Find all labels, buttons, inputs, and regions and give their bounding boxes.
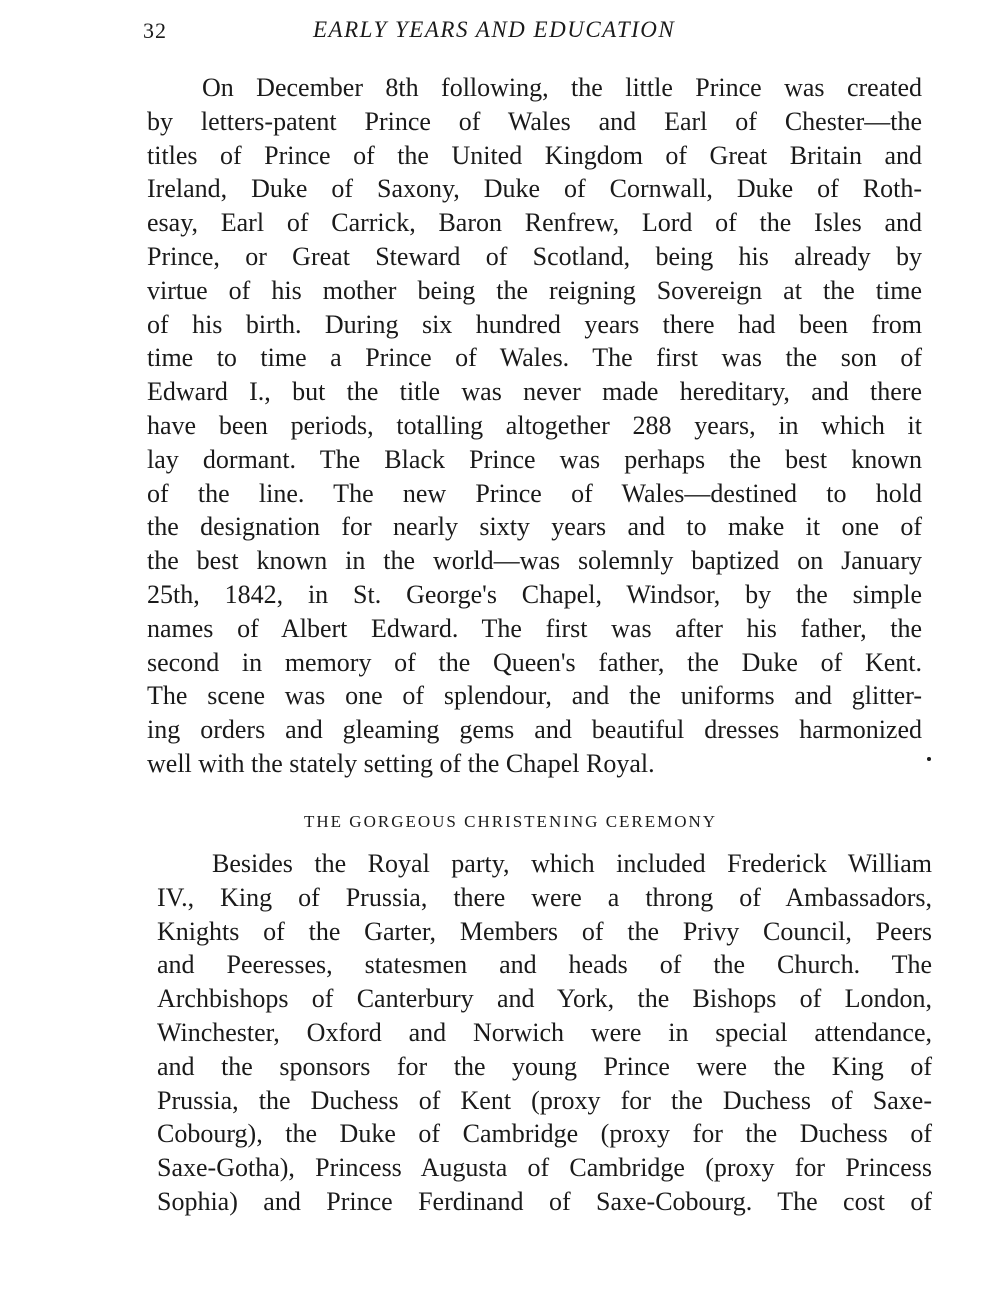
text-line: Prince, or Great Steward of Scotland, being his already by — [147, 241, 922, 271]
text-line: have been periods, totalling altogether 288 years, in which it — [147, 410, 922, 440]
text-line: On December 8th following, the little Prince was created — [202, 73, 922, 102]
text-line: the best known in the world—was solemnly baptized on January — [147, 546, 922, 576]
text-line: the designation for nearly sixty years and to make it one of — [147, 512, 922, 542]
ink-speck — [927, 757, 931, 761]
text-line: second in memory of the Queen's father, the Duke of Kent. — [147, 647, 922, 677]
text-line: titles of Prince of the United Kingdom of Great Britain and — [147, 140, 922, 170]
section-heading: THE GORGEOUS CHRISTENING CEREMONY — [304, 812, 718, 831]
running-title: EARLY YEARS AND EDUCATION — [313, 17, 676, 42]
text-line: names of Albert Edward. The first was after his father, the — [147, 613, 922, 643]
text-line: Winchester, Oxford and Norwich were in special attendance, — [157, 1017, 932, 1047]
text-line: Ireland, Duke of Saxony, Duke of Cornwall, Duke of Roth- — [147, 174, 922, 204]
text-line: Sophia) and Prince Ferdinand of Saxe-Cobourg. The cost of — [157, 1186, 932, 1216]
text-line: IV., King of Prussia, there were a throng of Ambassadors, — [157, 882, 932, 912]
text-line: lay dormant. The Black Prince was perhaps the best known — [147, 444, 922, 474]
paragraph-2 — [157, 847, 932, 1219]
text-line: and Peeresses, statesmen and heads of the Church. The — [157, 950, 932, 980]
text-line: Prussia, the Duchess of Kent (proxy for the Duchess of Saxe- — [157, 1085, 932, 1115]
text-line: of the line. The new Prince of Wales—destined to hold — [147, 478, 922, 508]
text-line: esay, Earl of Carrick, Baron Renfrew, Lord of the Isles and — [147, 208, 922, 238]
text-line: The scene was one of splendour, and the uniforms and glitter- — [147, 681, 922, 711]
text-line: Archbishops of Canterbury and York, the Bishops of London, — [157, 984, 932, 1014]
text-line: time to time a Prince of Wales. The first was the son of — [147, 343, 922, 373]
text-line: Knights of the Garter, Members of the Privy Council, Peers — [157, 916, 932, 946]
paragraph-1 — [147, 71, 922, 781]
text-line: Saxe-Gotha), Princess Augusta of Cambridge (proxy for Princess — [157, 1153, 932, 1183]
text-line: Besides the Royal party, which included Frederick William — [212, 849, 932, 878]
text-line: and the sponsors for the young Prince were the King of — [157, 1051, 932, 1081]
page-number: 32 — [143, 18, 167, 43]
text-line: by letters-patent Prince of Wales and Earl of Chester—the — [147, 106, 922, 136]
text-line: Cobourg), the Duke of Cambridge (proxy for the Duchess of — [157, 1119, 932, 1149]
text-line: virtue of his mother being the reigning Sovereign at the time — [147, 275, 922, 305]
text-line: Edward I., but the title was never made hereditary, and there — [147, 377, 922, 407]
text-line: 25th, 1842, in St. George's Chapel, Windsor, by the simple — [147, 579, 922, 609]
text-line: well with the stately setting of the Chapel Royal. — [147, 748, 655, 778]
text-line: of his birth. During six hundred years there had been from — [147, 309, 922, 339]
text-line: ing orders and gleaming gems and beautiful dresses harmonized — [147, 715, 922, 745]
